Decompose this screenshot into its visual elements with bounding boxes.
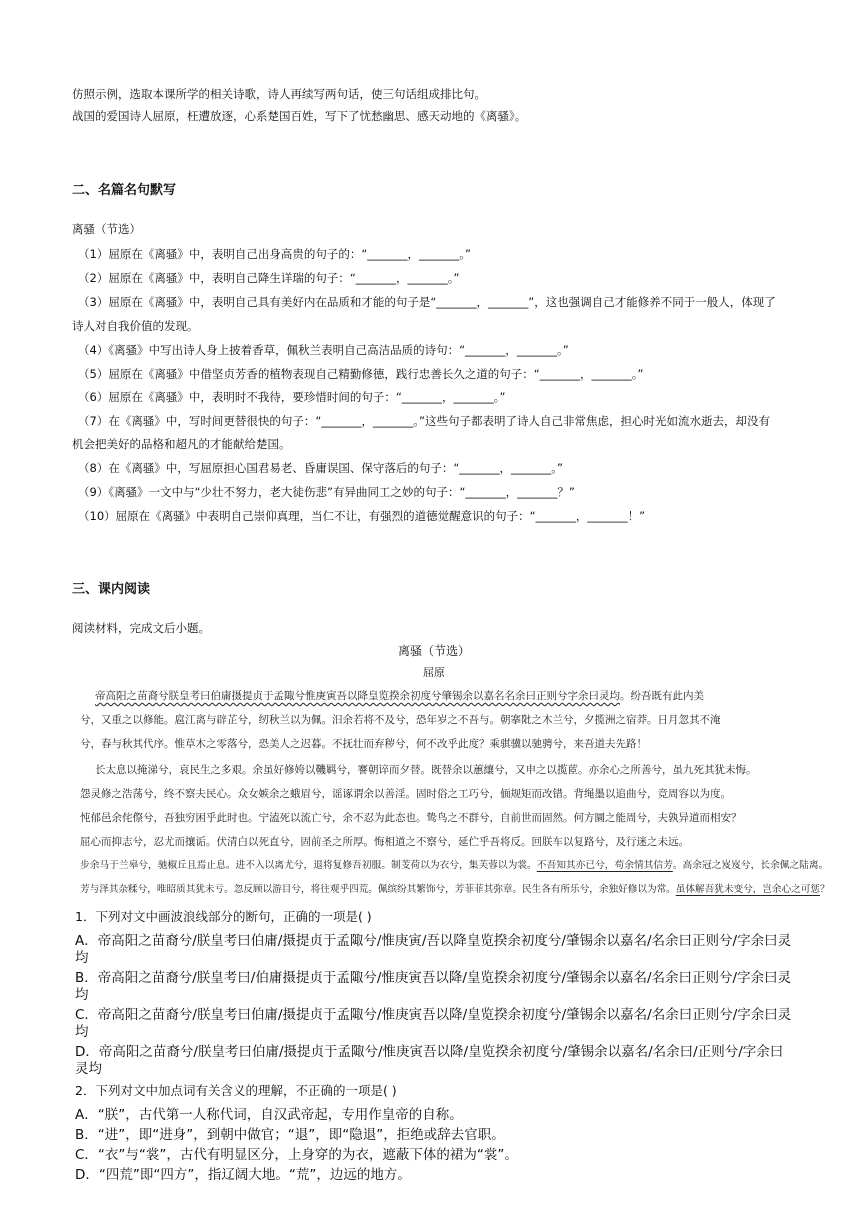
intro-line-2: 战国的爱国诗人屈原，枉遭放逐，心系楚国百姓，写下了忧愁幽思、感天动地的《离骚》。 [72, 109, 527, 123]
dictation-item: （6）屈原在《离骚》中，表明时不我待，要珍惜时间的句子：“_______，_______。” [78, 390, 506, 404]
poem-line: 怨灵修之浩荡兮，终不察夫民心。众女嫉余之蛾眉兮，谣诼谓余以善淫。固时俗之工巧兮，偭规矩而改错。背绳墨以追曲兮，竞周容以为度。 [80, 788, 731, 800]
poem-line: 忳郁邑余侘傺兮，吾独穷困乎此时也。宁溘死以流亡兮，余不忍为此态也。鸷鸟之不群兮，自前世而固然。何方圜之能周兮，夫孰异道而相安？ [80, 812, 742, 824]
dictation-item-continuation: 机会把美好的品格和超凡的才能献给楚国。 [72, 437, 291, 451]
dictation-item: （3）屈原在《离骚》中，表明自己具有美好内在品质和才能的句子是“_______，_______”，这也强调自己才能修养不同于一般人，体现了 [78, 295, 776, 309]
section-2-subtitle: 离骚（节选） [72, 222, 141, 236]
poem-line: 屈心而抑志兮，忍尤而攘诟。伏清白以死直兮，固前圣之所厚。悔相道之不察兮，延伫乎吾将反。回朕车以复路兮，及行迷之未远。 [80, 836, 689, 848]
intro-line-1: 仿照示例，选取本课所学的相关诗歌，诗人再续写两句话，使三句话组成排比句。 [72, 87, 486, 101]
poem-line: 帝高阳之苗裔兮朕皇考曰伯庸摄提贞于孟陬兮惟庚寅吾以降皇览揆余初度兮肇锡余以嘉名名余曰正则兮字余曰灵均。纷吾既有此内美 [95, 690, 704, 702]
question-2: 2．下列对文中加点词有关含义的理解，不正确的一项是( ) [75, 1083, 397, 1098]
q2-option-b: B．“进”，即“进身”，到朝中做官；“退”，即“隐退”，拒绝或辞去官职。 [75, 1127, 505, 1143]
dictation-item-continuation: 诗人对自我价值的发现。 [72, 319, 199, 333]
q1-option-d: D．帝高阳之苗裔兮/朕皇考曰伯庸/摄提贞于孟陬兮/惟庚寅吾以降/皇览揆余初度兮/肇锡余以嘉名/名余曰/正则兮/字余曰 [75, 1044, 784, 1060]
poem-line: 步余马于兰皋兮，驰椒丘且焉止息。进不入以离尤兮，退将复修吾初服。制芰荷以为衣兮，集芙蓉以为裳。不吾知其亦已兮，苟余情其信芳。高余冠之岌岌兮，长余佩之陆离。 [80, 860, 829, 871]
wavy-underlined-passage: 帝高阳之苗裔兮朕皇考曰伯庸摄提贞于孟陬兮惟庚寅吾以降皇览揆余初度兮肇锡余以嘉名名余曰正则兮字余曰灵均 [95, 690, 620, 702]
dictation-item: （5）屈原在《离骚》中借坚贞芳香的植物表现自己精勤修德，践行忠善长久之道的句子：“_______，_______。” [78, 367, 644, 381]
q1-option-c-cont: 均 [75, 1024, 89, 1040]
poem-author: 屈原 [423, 666, 445, 679]
q1-option-a: A．帝高阳之苗裔兮/朕皇考曰伯庸/摄提贞于孟陬兮/惟庚寅/吾以降皇览揆余初度兮/肇锡余以嘉名/名余曰正则兮/字余曰灵 [75, 933, 792, 949]
poem-line: 芳与泽其杂糅兮，唯昭质其犹未亏。忽反顾以游目兮，将往观乎四荒。佩缤纷其繁饰兮，芳菲菲其弥章。民生各有所乐兮，余独好修以为常。虽体解吾犹未变兮，岂余心之可惩？ [80, 884, 830, 895]
q1-option-d-cont: 灵均 [75, 1061, 102, 1077]
underlined-sentence: 虽体解吾犹未变兮，岂余心之可惩 [675, 884, 820, 895]
q1-option-a-cont: 均 [75, 950, 89, 966]
section-3-heading: 三、课内阅读 [72, 582, 151, 597]
dictation-item: （4）《离骚》中写出诗人身上披着香草，佩秋兰表明自己高洁品质的诗句：“_______，_______。” [78, 343, 569, 357]
poem-line: 兮，春与秋其代序。惟草木之零落兮，恐美人之迟暮。不抚壮而弃秽兮，何不改乎此度？乘骐骥以驰骋兮，来吾道夫先路！ [80, 738, 647, 750]
dictation-item: （2）屈原在《离骚》中，表明自己降生详瑞的句子：“_______，_______。” [78, 271, 460, 285]
q1-option-c: C．帝高阳之苗裔兮/朕皇考曰伯庸/摄提贞于孟陬兮/惟庚寅吾以降/皇览揆余初度兮/肇锡余以嘉名/名余曰正则兮/字余曰灵 [75, 1007, 792, 1023]
dictation-item: （8）在《离骚》中，写屈原担心国君易老、昏庸误国、保守落后的句子：“_______，_______。” [78, 461, 563, 475]
section-3-instruction: 阅读材料，完成文后小题。 [72, 621, 210, 635]
dictation-item: （7）在《离骚》中，写时间更替很快的句子：“_______，_______。”这些句子都表明了诗人自己非常焦虑，担心时光如流水逝去，却没有 [78, 414, 770, 428]
underlined-sentence: 不吾知其亦已兮，苟余情其信芳 [536, 860, 673, 871]
poem-line: 长太息以掩涕兮，哀民生之多艰。余虽好修姱以鞿羁兮，謇朝谇而夕替。既替余以蕙纕兮，又申之以揽茝。亦余心之所善兮，虽九死其犹未悔。 [95, 764, 757, 776]
section-2-heading: 二、名篇名句默写 [72, 183, 177, 198]
poem-line: 兮，又重之以修能。扈江离与辟芷兮，纫秋兰以为佩。汨余若将不及兮，恐年岁之不吾与。朝搴阰之木兰兮，夕揽洲之宿莽。日月忽其不淹 [80, 714, 721, 726]
q1-option-b-cont: 均 [75, 987, 89, 1003]
q2-option-d: D．“四荒”即“四方”，指辽阔大地。“荒”，边远的地方。 [75, 1167, 411, 1183]
q2-option-c: C．“衣”与“裳”，古代有明显区分，上身穿的为衣，遮蔽下体的裙为“裳”。 [75, 1147, 518, 1163]
dictation-item: （9）《离骚》一文中与“少壮不努力，老大徒伤悲”有异曲同工之妙的句子：“_______，_______？” [78, 485, 575, 499]
dictation-item: （10）屈原在《离骚》中表明自己崇仰真理，当仁不让，有强烈的道德觉醒意识的句子：“_______，_______！” [78, 509, 646, 523]
q2-option-a: A．“朕”，古代第一人称代词，自汉武帝起，专用作皇帝的自称。 [75, 1107, 463, 1123]
question-1: 1．下列对文中画波浪线部分的断句，正确的一项是( ) [75, 909, 372, 924]
poem-title: 离骚（节选） [397, 644, 470, 658]
q1-option-b: B．帝高阳之苗裔兮/朕皇考曰/伯庸摄提贞于孟陬兮/惟庚寅吾以降/皇览揆余初度兮/肇锡余以嘉名/名余曰正则兮/字余曰灵 [75, 970, 792, 986]
dictation-item: （1）屈原在《离骚》中，表明自己出身高贵的句子的：“_______，_______。” [78, 247, 471, 261]
